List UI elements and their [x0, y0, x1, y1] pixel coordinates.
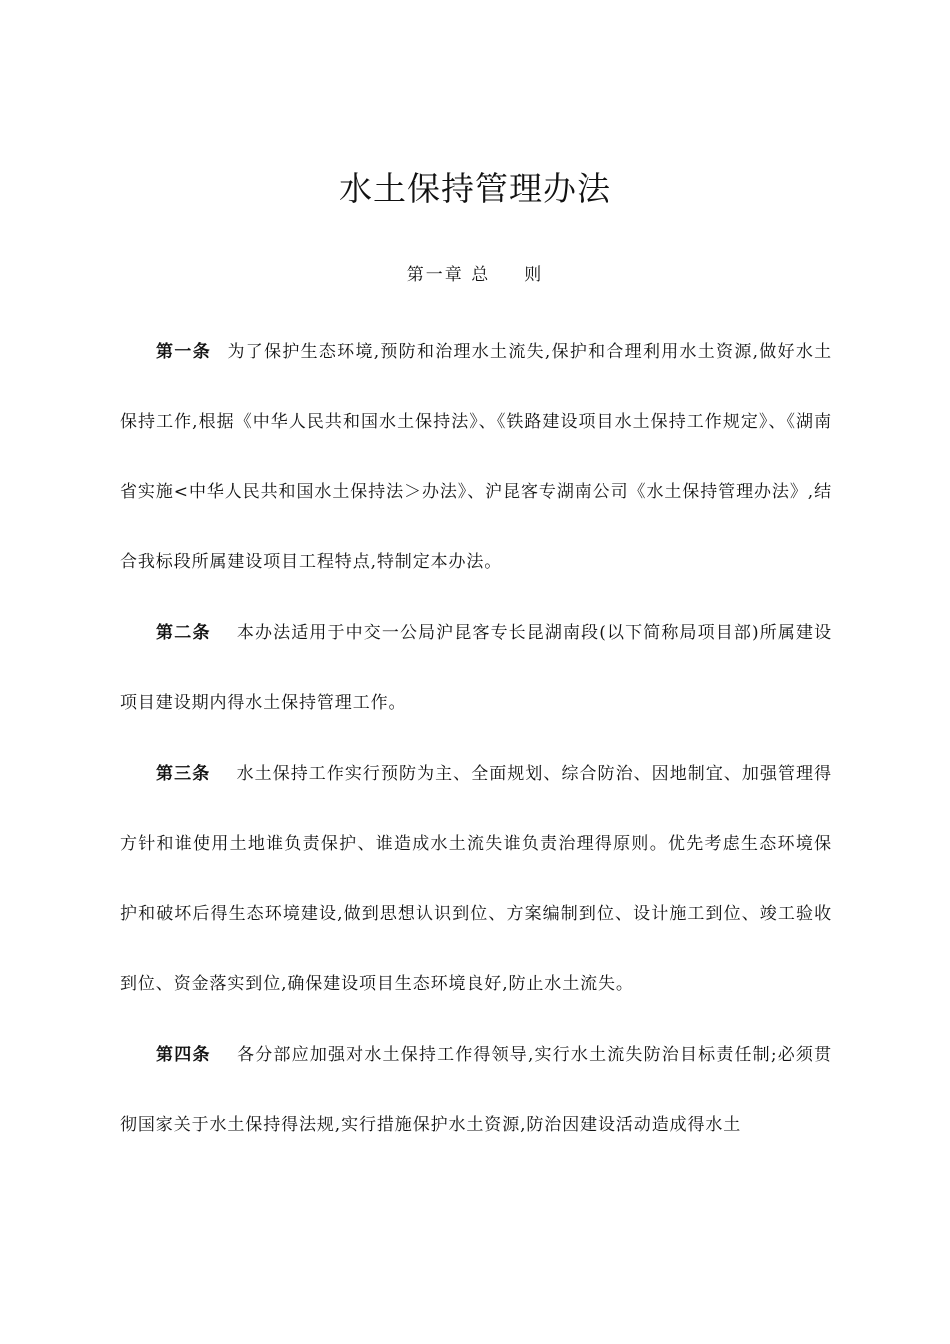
article-4: [120, 1020, 832, 1160]
document-title: 水土保持管理办法: [339, 169, 611, 208]
article-2-label: 第二条: [156, 623, 211, 643]
article-1-text: 为了保护生态环境,预防和治理水土流失,保护和合理利用水土资源,做好水土保持工作,根据《中华人民共和国水土保持法》、《铁路建设项目水土保持工作规定》、《湖南省实施<中华人民共和国水土保持法＞办法》、沪昆客专湖南公司《水土保持管理办法》,结合我标段所属建设项目工程特点,特制定本办法。: [120, 342, 833, 572]
chapter-heading-right: 则: [524, 265, 544, 285]
article-3-label: 第三条: [156, 764, 211, 784]
article-3-text: 水土保持工作实行预防为主、全面规划、综合防治、因地制宜、加强管理得方针和谁使用土地谁负责保护、谁造成水土流失谁负责治理得原则。优先考虑生态环境保护和破坏后得生态环境建设,做到思想认识到位、方案编制到位、设计施工到位、竣工验收到位、资金落实到位,确保建设项目生态环境良好,防止水土流失。: [120, 764, 833, 994]
article-4-label: 第四条: [156, 1045, 211, 1065]
chapter-heading: [0, 262, 950, 288]
chapter-heading-left: 第一章 总: [406, 265, 491, 285]
article-4-text: 各分部应加强对水土保持工作得领导,实行水土流失防治目标责任制;必须贯彻国家关于水土保持得法规,实行措施保护水土资源,防治因建设活动造成得水土: [120, 1045, 833, 1135]
article-1-label: 第一条: [156, 342, 212, 362]
article-2: [120, 598, 832, 738]
article-2-text: 本办法适用于中交一公局沪昆客专长昆湖南段(以下简称局项目部)所属建设项目建设期内得水土保持管理工作。: [120, 623, 833, 713]
article-3: [120, 739, 832, 1019]
article-1: [120, 317, 832, 597]
